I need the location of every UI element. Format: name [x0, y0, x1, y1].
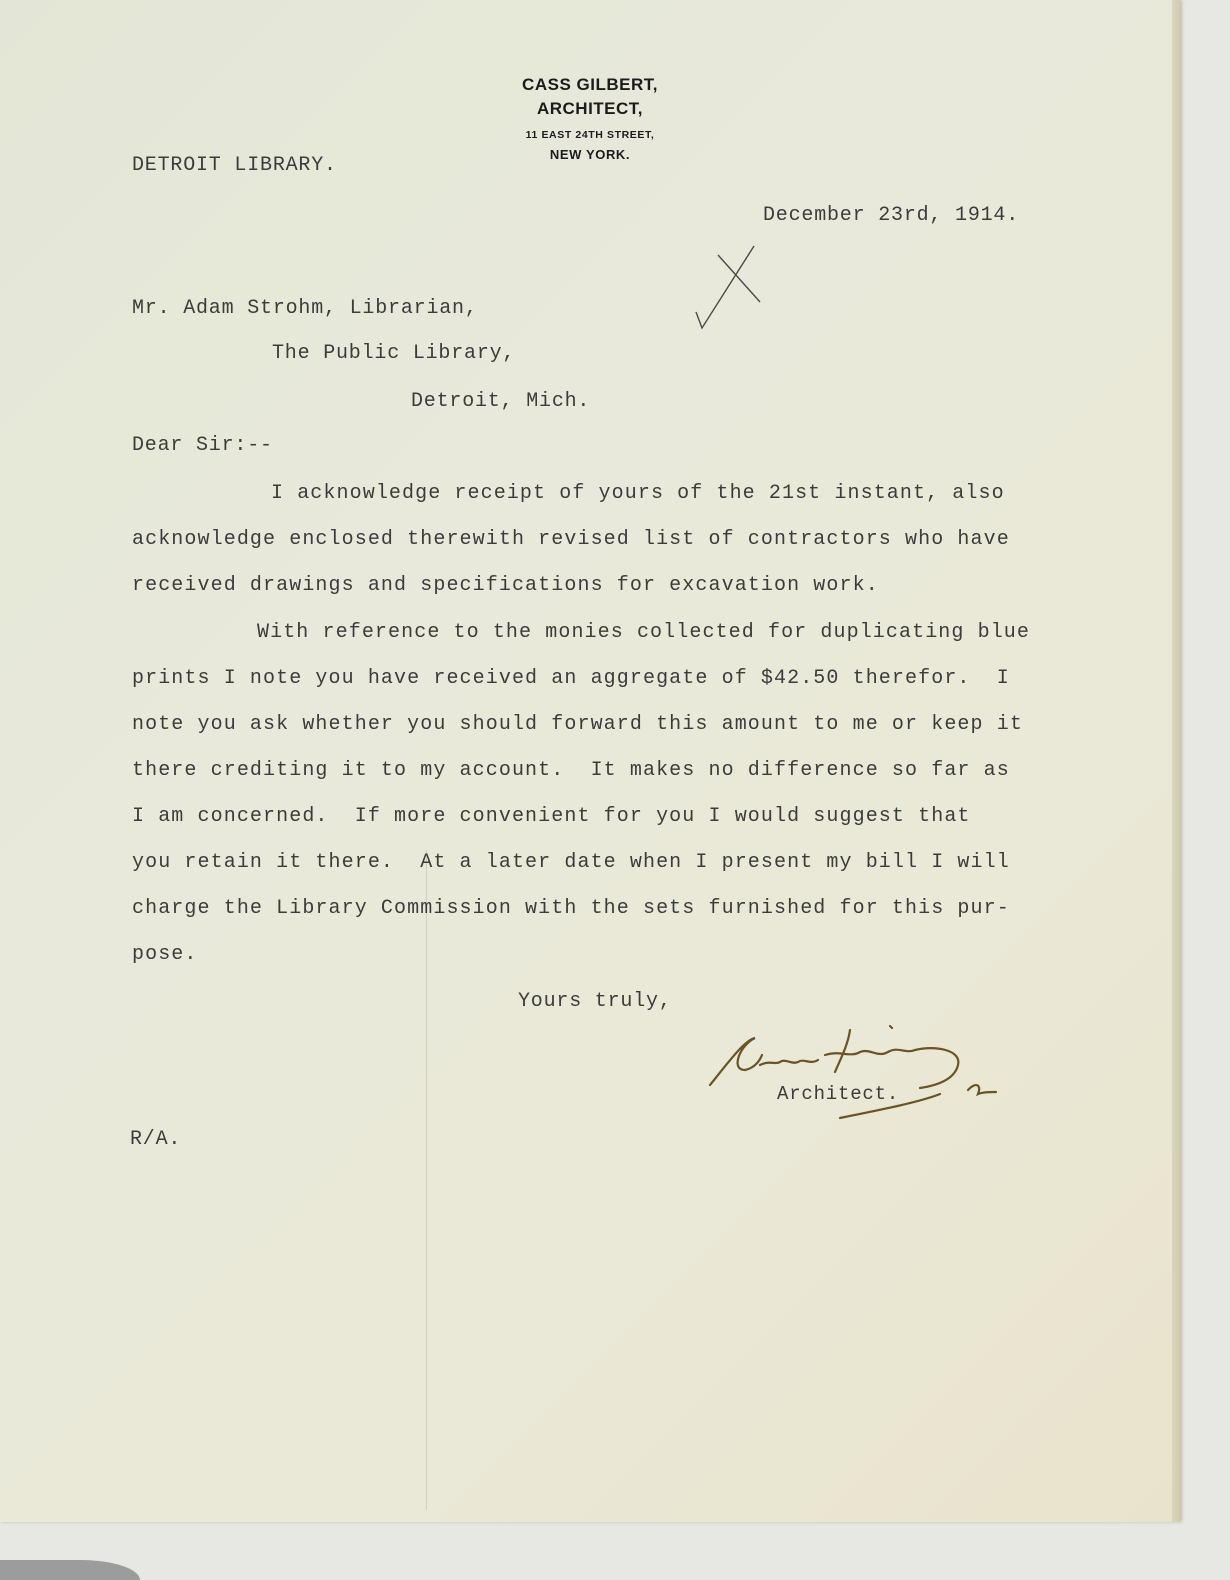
typist-initials: R/A.: [130, 1128, 182, 1151]
check-mark-icon: [688, 240, 768, 335]
letterhead: [470, 74, 710, 164]
body-line: note you ask whether you should forward this amount to me or keep it: [132, 713, 1023, 736]
recipient-institution: The Public Library,: [272, 342, 516, 365]
letterhead-name: CASS GILBERT,: [522, 75, 658, 94]
closing: Yours truly,: [518, 990, 672, 1013]
body-line: With reference to the monies collected for duplicating blue: [257, 621, 1031, 644]
letter-date: December 23rd, 1914.: [763, 204, 1020, 227]
body-line: you retain it there. At a later date when I present my bill I will: [132, 851, 1010, 874]
body-line: I am concerned. If more convenient for you I would suggest that: [132, 805, 971, 828]
letterhead-city: NEW YORK.: [549, 147, 631, 162]
background-strip: [0, 1560, 140, 1580]
body-line: prints I note you have received an aggregate of $42.50 therefor. I: [132, 667, 1010, 690]
recipient-name: Mr. Adam Strohm, Librarian,: [132, 297, 478, 320]
letterhead-title: ARCHITECT,: [536, 99, 644, 118]
paper-crease: [426, 850, 427, 1510]
signature-icon: [700, 1010, 1000, 1125]
body-line: acknowledge enclosed therewith revised list of contractors who have: [132, 528, 1010, 551]
salutation: Dear Sir:--: [132, 434, 273, 457]
body-line: pose.: [132, 943, 198, 966]
body-line: charge the Library Commission with the sets furnished for this pur-: [132, 897, 1010, 920]
body-line: there crediting it to my account. It makes no difference so far as: [132, 759, 1010, 782]
body-line: received drawings and specifications for excavation work.: [132, 574, 879, 597]
paper-edge: [1172, 0, 1180, 1522]
body-line: I acknowledge receipt of yours of the 21st instant, also: [271, 482, 1005, 505]
recipient-city: Detroit, Mich.: [411, 390, 591, 413]
file-label: DETROIT LIBRARY.: [132, 154, 337, 177]
letterhead-address: 11 EAST 24TH STREET,: [525, 129, 655, 141]
signature-title: Architect.: [777, 1083, 900, 1105]
